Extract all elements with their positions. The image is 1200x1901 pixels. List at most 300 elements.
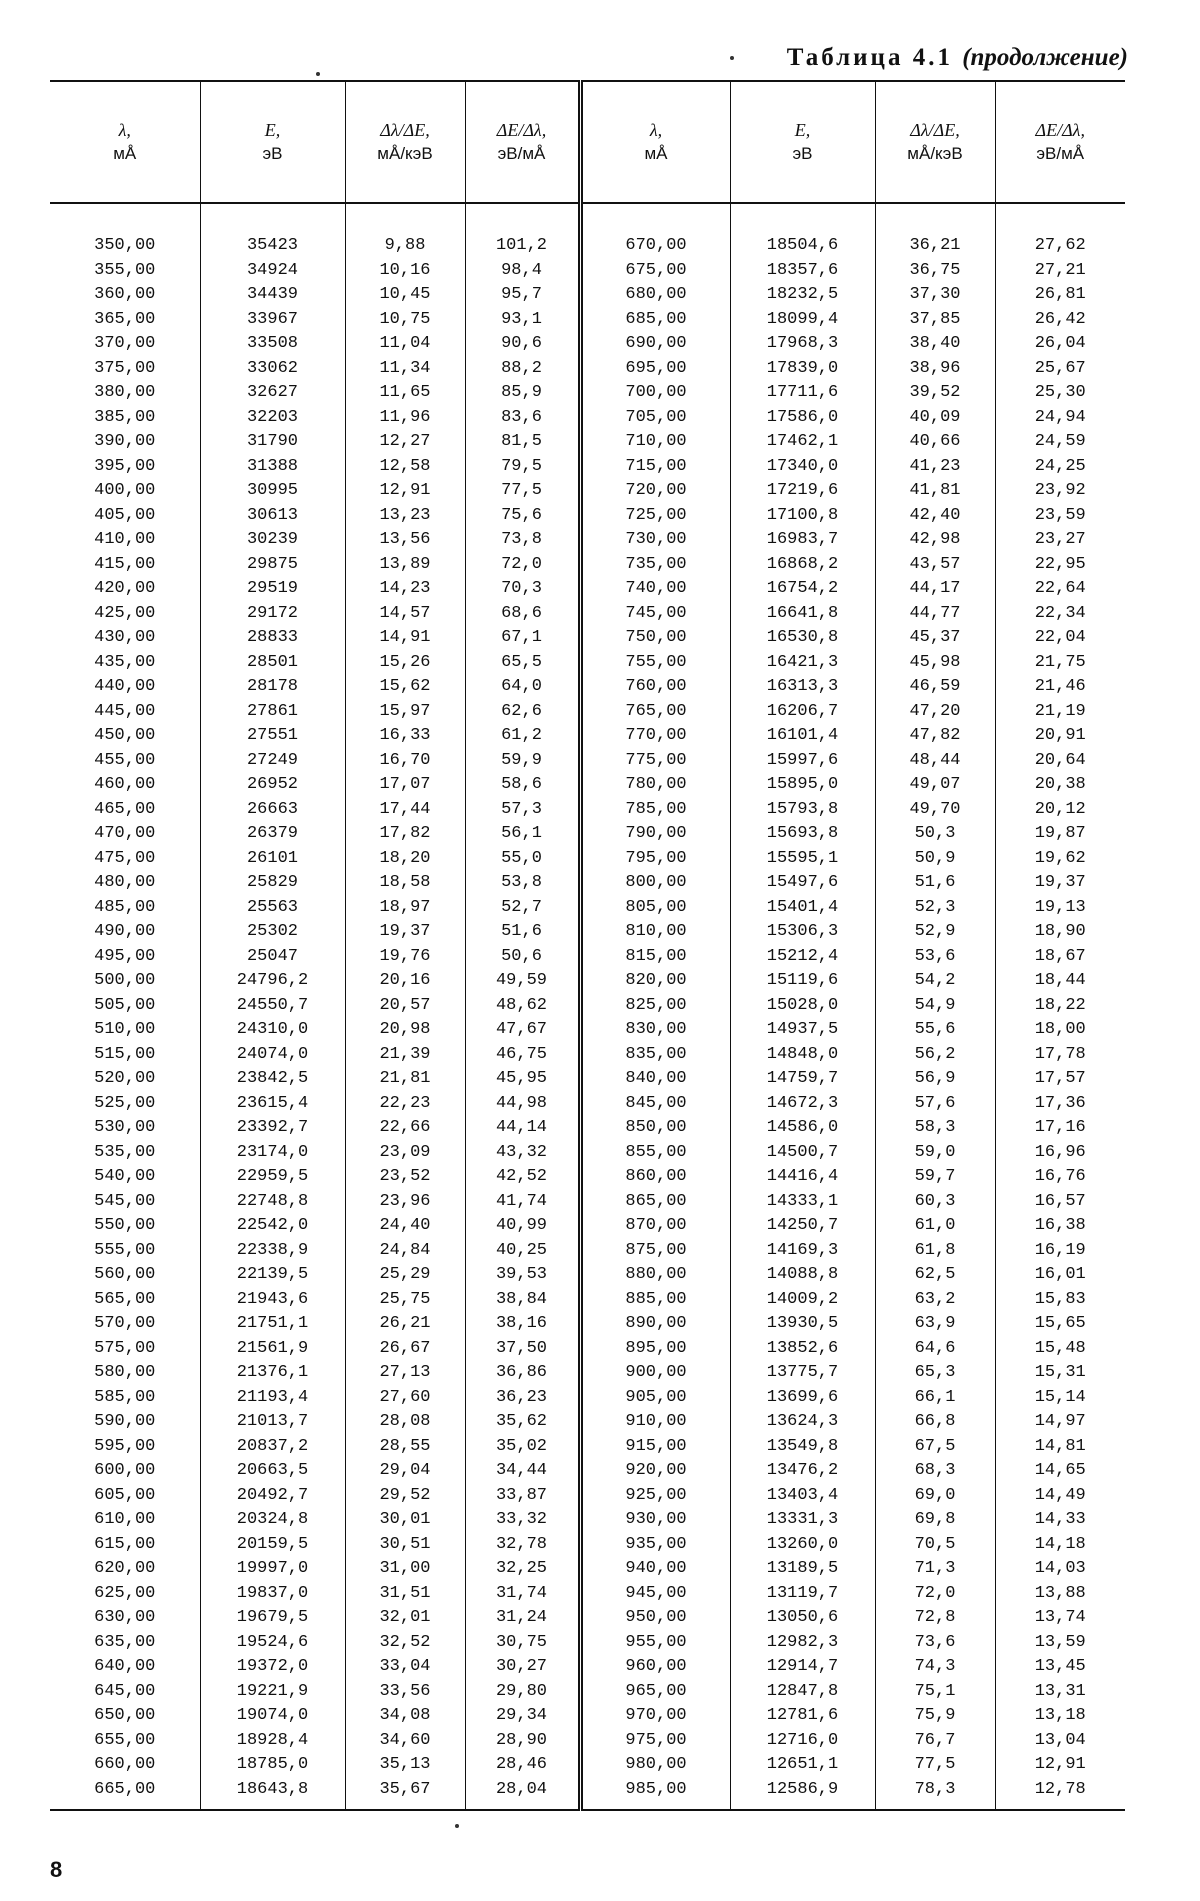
table-cell: 625,00 <box>94 1583 156 1603</box>
table-cell: 37,30 <box>909 285 961 304</box>
table-cell: 21561,9 <box>236 1338 309 1358</box>
table-cell: 620,00 <box>94 1559 156 1578</box>
table-cell: 61,0 <box>914 1216 956 1235</box>
data-column <box>465 203 580 1810</box>
table-cell: 630,00 <box>94 1608 156 1627</box>
table-cell: 595,00 <box>94 1436 156 1456</box>
table-cell: 27,62 <box>1034 236 1086 255</box>
table-cell: 650,00 <box>94 1706 156 1725</box>
speck-mark <box>730 56 734 60</box>
table-cell: 13930,5 <box>766 1314 839 1333</box>
table-cell: 15,65 <box>1034 1314 1086 1333</box>
table-cell: 15793,8 <box>766 799 839 819</box>
table-cell: 15497,6 <box>766 873 839 892</box>
table-cell: 17586,0 <box>766 407 839 427</box>
table-cell: 930,00 <box>625 1510 687 1529</box>
table-cell: 61,2 <box>501 726 542 745</box>
table-cell: 18643,8 <box>236 1779 309 1799</box>
table-cell: 855,00 <box>625 1142 687 1162</box>
table-cell: 515,00 <box>94 1044 156 1064</box>
table-cell: 35,62 <box>495 1412 547 1431</box>
data-column <box>345 203 465 1810</box>
table-cell: 36,23 <box>495 1387 547 1407</box>
column-header: λ, мÅ <box>50 81 200 203</box>
table-cell: 16206,7 <box>766 701 839 721</box>
table-cell: 20,98 <box>379 1020 431 1039</box>
table-cell: 30,27 <box>495 1657 547 1676</box>
table-cell: 745,00 <box>625 603 687 623</box>
table-cell: 14250,7 <box>766 1216 839 1235</box>
table-cell: 17219,6 <box>766 481 839 500</box>
table-cell: 16,33 <box>379 726 431 745</box>
table-cell: 21,19 <box>1034 701 1086 721</box>
speck-mark <box>316 72 320 76</box>
table-cell: 465,00 <box>94 799 156 819</box>
table-cell: 12,91 <box>1034 1755 1086 1774</box>
table-cell: 37,50 <box>495 1338 547 1358</box>
table-cell: 19,76 <box>379 946 431 966</box>
table-cell: 17,78 <box>1034 1044 1086 1064</box>
table-cell: 56,2 <box>914 1044 956 1064</box>
table-cell: 25,29 <box>379 1265 431 1284</box>
table-cell: 545,00 <box>94 1191 156 1211</box>
table-cell: 645,00 <box>94 1681 156 1701</box>
table-cell: 22,66 <box>379 1118 431 1137</box>
table-cell: 19837,0 <box>236 1583 309 1603</box>
table-cell: 52,9 <box>914 922 956 941</box>
table-cell: 9,88 <box>384 236 426 255</box>
table-cell: 34,08 <box>379 1706 431 1725</box>
table-cell: 68,3 <box>914 1461 956 1480</box>
table-cell: 355,00 <box>94 260 156 280</box>
table-cell: 25,75 <box>379 1289 431 1309</box>
table-cell: 63,2 <box>914 1289 956 1309</box>
table-cell: 43,57 <box>909 554 961 574</box>
table-cell: 39,52 <box>909 383 961 402</box>
table-cell: 23,27 <box>1034 530 1086 549</box>
table-cell: 17,57 <box>1034 1069 1086 1088</box>
table-cell: 685,00 <box>625 309 687 329</box>
table-cell: 19524,6 <box>236 1632 309 1652</box>
table-cell: 44,14 <box>495 1118 547 1137</box>
table-cell: 11,34 <box>379 358 431 378</box>
table-cell: 955,00 <box>625 1632 687 1652</box>
table-cell: 31790 <box>246 432 298 451</box>
table-cell: 845,00 <box>625 1093 687 1113</box>
table-cell: 475,00 <box>94 848 156 868</box>
table-body-row <box>50 203 1125 1810</box>
table-cell: 23,09 <box>379 1142 431 1162</box>
table-cell: 770,00 <box>625 726 687 745</box>
table-cell: 15895,0 <box>766 775 839 794</box>
table-cell: 22,23 <box>379 1093 431 1113</box>
table-cell: 74,3 <box>914 1657 956 1676</box>
table-cell: 690,00 <box>625 334 687 353</box>
data-column <box>200 203 345 1810</box>
table-cell: 45,37 <box>909 628 961 647</box>
table-cell: 805,00 <box>625 897 687 917</box>
table-cell: 27,21 <box>1034 260 1086 280</box>
table-cell: 15,97 <box>379 701 431 721</box>
table-cell: 65,5 <box>501 652 542 672</box>
table-cell: 53,8 <box>501 873 542 892</box>
table-cell: 27,60 <box>379 1387 431 1407</box>
table-cell: 840,00 <box>625 1069 687 1088</box>
table-cell: 22338,9 <box>236 1240 309 1260</box>
table-caption <box>787 44 1128 72</box>
table-cell: 29,52 <box>379 1485 431 1505</box>
table-cell: 950,00 <box>625 1608 687 1627</box>
table-cell: 14,65 <box>1034 1461 1086 1480</box>
table-cell: 68,6 <box>501 603 542 623</box>
table-cell: 40,99 <box>495 1216 547 1235</box>
table-cell: 75,6 <box>501 505 542 525</box>
table-cell: 17100,8 <box>766 505 839 525</box>
table-continuation: (продолжение) <box>962 44 1128 71</box>
table-cell: 46,75 <box>495 1044 547 1064</box>
table-cell: 55,0 <box>501 848 542 868</box>
table-cell: 15,14 <box>1034 1387 1086 1407</box>
table-cell: 49,70 <box>909 799 961 819</box>
table-cell: 16,38 <box>1034 1216 1086 1235</box>
table-cell: 26,81 <box>1034 285 1086 304</box>
table-cell: 14,91 <box>379 628 431 647</box>
table-cell: 13050,6 <box>766 1608 839 1627</box>
table-cell: 17,36 <box>1034 1093 1086 1113</box>
table-cell: 21,46 <box>1034 677 1086 696</box>
table-cell: 28,90 <box>495 1730 547 1750</box>
table-cell: 945,00 <box>625 1583 687 1603</box>
table-cell: 31388 <box>246 456 298 476</box>
table-cell: 33,32 <box>495 1510 547 1529</box>
table-cell: 16,01 <box>1034 1265 1086 1284</box>
table-cell: 25829 <box>246 873 298 892</box>
table-cell: 12914,7 <box>766 1657 839 1676</box>
table-cell: 680,00 <box>625 285 687 304</box>
table-cell: 665,00 <box>94 1779 156 1799</box>
table-cell: 17,44 <box>379 799 431 819</box>
table-cell: 12,58 <box>379 456 431 476</box>
table-cell: 14088,8 <box>766 1265 839 1284</box>
table-cell: 25302 <box>246 922 298 941</box>
table-cell: 72,0 <box>914 1583 956 1603</box>
table-cell: 430,00 <box>94 628 156 647</box>
table-cell: 610,00 <box>94 1510 156 1529</box>
table-cell: 15,31 <box>1034 1363 1086 1382</box>
table-cell: 19074,0 <box>236 1706 309 1725</box>
table-cell: 71,3 <box>914 1559 956 1578</box>
data-column <box>875 203 995 1810</box>
table-cell: 35,67 <box>379 1779 431 1799</box>
table-cell: 56,9 <box>914 1069 956 1088</box>
table-cell: 85,9 <box>501 383 542 402</box>
page-number: 8 <box>50 1857 63 1882</box>
table-cell: 920,00 <box>625 1461 687 1480</box>
table-cell: 435,00 <box>94 652 156 672</box>
table-cell: 39,53 <box>495 1265 547 1284</box>
table-cell: 28,46 <box>495 1755 547 1774</box>
table-cell: 14,33 <box>1034 1510 1086 1529</box>
table-cell: 22,64 <box>1034 579 1086 598</box>
table-cell: 34,60 <box>379 1730 431 1750</box>
table-cell: 48,62 <box>495 995 547 1015</box>
table-cell: 960,00 <box>625 1657 687 1676</box>
table-cell: 20,57 <box>379 995 431 1015</box>
table-cell: 18232,5 <box>766 285 839 304</box>
table-cell: 24550,7 <box>236 995 309 1015</box>
table-cell: 28,04 <box>495 1779 547 1799</box>
table-cell: 570,00 <box>94 1314 156 1333</box>
table-cell: 14,57 <box>379 603 431 623</box>
table-cell: 40,09 <box>909 407 961 427</box>
table-cell: 18,00 <box>1034 1020 1086 1039</box>
table-cell: 750,00 <box>625 628 687 647</box>
column-header: ΔE/Δλ, эВ/мÅ <box>465 81 580 203</box>
table-cell: 12847,8 <box>766 1681 839 1701</box>
table-cell: 405,00 <box>94 505 156 525</box>
table-cell: 24796,2 <box>236 971 309 990</box>
table-cell: 13775,7 <box>766 1363 839 1382</box>
table-cell: 365,00 <box>94 309 156 329</box>
table-cell: 530,00 <box>94 1118 156 1137</box>
table-cell: 13852,6 <box>766 1338 839 1358</box>
table-cell: 615,00 <box>94 1534 156 1554</box>
table-cell: 53,6 <box>914 946 956 966</box>
table-cell: 35,02 <box>495 1436 547 1456</box>
table-cell: 42,52 <box>495 1167 547 1186</box>
table-cell: 49,59 <box>495 971 547 990</box>
table-cell: 13260,0 <box>766 1534 839 1554</box>
table-cell: 44,17 <box>909 579 961 598</box>
column-header: Δλ/ΔE, мÅ/кэВ <box>875 81 995 203</box>
table-cell: 32,25 <box>495 1559 547 1578</box>
table-cell: 32,78 <box>495 1534 547 1554</box>
table-cell: 800,00 <box>625 873 687 892</box>
table-cell: 13,18 <box>1034 1706 1086 1725</box>
table-cell: 41,81 <box>909 481 961 500</box>
table-cell: 975,00 <box>625 1730 687 1750</box>
table-cell: 24,84 <box>379 1240 431 1260</box>
table-cell: 20492,7 <box>236 1485 309 1505</box>
table-cell: 29,34 <box>495 1706 547 1725</box>
table-cell: 16101,4 <box>766 726 839 745</box>
table-cell: 27861 <box>246 701 298 721</box>
table-cell: 830,00 <box>625 1020 687 1039</box>
table-cell: 895,00 <box>625 1338 687 1358</box>
table-cell: 18,90 <box>1034 922 1086 941</box>
table-cell: 61,8 <box>914 1240 956 1260</box>
table-cell: 16,76 <box>1034 1167 1086 1186</box>
table-cell: 54,9 <box>914 995 956 1015</box>
table-cell: 21,81 <box>379 1069 431 1088</box>
table-cell: 29,80 <box>495 1681 547 1701</box>
table-cell: 10,45 <box>379 285 431 304</box>
table-cell: 29172 <box>246 603 298 623</box>
table-cell: 13476,2 <box>766 1461 839 1480</box>
table-cell: 38,96 <box>909 358 961 378</box>
table-cell: 18357,6 <box>766 260 839 280</box>
table-cell: 23842,5 <box>236 1069 309 1088</box>
table-cell: 17,07 <box>379 775 431 794</box>
table-cell: 20,64 <box>1034 750 1086 770</box>
data-column <box>50 203 200 1810</box>
table-cell: 45,98 <box>909 652 961 672</box>
table-cell: 24,94 <box>1034 407 1086 427</box>
data-column <box>995 203 1125 1810</box>
table-cell: 890,00 <box>625 1314 687 1333</box>
table-cell: 15119,6 <box>766 971 839 990</box>
table-cell: 14759,7 <box>766 1069 839 1088</box>
table-cell: 57,3 <box>501 799 542 819</box>
table-cell: 765,00 <box>625 701 687 721</box>
table-cell: 11,96 <box>379 407 431 427</box>
table-cell: 11,04 <box>379 334 431 353</box>
table-cell: 875,00 <box>625 1240 687 1260</box>
table-cell: 79,5 <box>501 456 542 476</box>
table-cell: 420,00 <box>94 579 156 598</box>
table-cell: 985,00 <box>625 1779 687 1799</box>
table-cell: 20,12 <box>1034 799 1086 819</box>
table-cell: 22,04 <box>1034 628 1086 647</box>
table-cell: 69,8 <box>914 1510 956 1529</box>
table-cell: 720,00 <box>625 481 687 500</box>
table-cell: 445,00 <box>94 701 156 721</box>
table-cell: 14333,1 <box>766 1191 839 1211</box>
table-cell: 26,21 <box>379 1314 431 1333</box>
table-cell: 480,00 <box>94 873 156 892</box>
table-cell: 42,98 <box>909 530 961 549</box>
table-cell: 98,4 <box>501 260 542 280</box>
table-cell: 21013,7 <box>236 1412 309 1431</box>
table-cell: 32,52 <box>379 1632 431 1652</box>
table-cell: 54,2 <box>914 971 956 990</box>
table-cell: 60,3 <box>914 1191 956 1211</box>
table-cell: 525,00 <box>94 1093 156 1113</box>
table-cell: 38,84 <box>495 1289 547 1309</box>
table-cell: 12781,6 <box>766 1706 839 1725</box>
table-cell: 24310,0 <box>236 1020 309 1039</box>
table-cell: 22542,0 <box>236 1216 309 1235</box>
table-cell: 400,00 <box>94 481 156 500</box>
table-cell: 19372,0 <box>236 1657 309 1676</box>
table-cell: 13,31 <box>1034 1681 1086 1701</box>
table-cell: 880,00 <box>625 1265 687 1284</box>
table-cell: 62,6 <box>501 701 542 721</box>
table-cell: 25,30 <box>1034 383 1086 402</box>
table-cell: 510,00 <box>94 1020 156 1039</box>
table-cell: 34,44 <box>495 1461 547 1480</box>
table-cell: 26952 <box>246 775 298 794</box>
table-cell: 825,00 <box>625 995 687 1015</box>
table-cell: 635,00 <box>94 1632 156 1652</box>
table-cell: 560,00 <box>94 1265 156 1284</box>
table-cell: 16,19 <box>1034 1240 1086 1260</box>
table-cell: 965,00 <box>625 1681 687 1701</box>
table-cell: 18099,4 <box>766 309 839 329</box>
table-cell: 785,00 <box>625 799 687 819</box>
table-cell: 64,0 <box>501 677 542 696</box>
table-cell: 13,56 <box>379 530 431 549</box>
table-cell: 18785,0 <box>236 1755 309 1774</box>
table-cell: 10,16 <box>379 260 431 280</box>
table-cell: 38,16 <box>495 1314 547 1333</box>
table-cell: 940,00 <box>625 1559 687 1578</box>
table-cell: 385,00 <box>94 407 156 427</box>
table-cell: 670,00 <box>625 236 687 255</box>
table-cell: 14,23 <box>379 579 431 598</box>
table-cell: 19,87 <box>1034 824 1086 843</box>
table-cell: 390,00 <box>94 432 156 451</box>
table-cell: 15401,4 <box>766 897 839 917</box>
table-cell: 14672,3 <box>766 1093 839 1113</box>
table-cell: 77,5 <box>914 1755 956 1774</box>
table-cell: 23174,0 <box>236 1142 309 1162</box>
table-number: Таблица 4.1 <box>786 44 953 71</box>
table-cell: 62,5 <box>914 1265 956 1284</box>
table-cell: 26379 <box>246 824 298 843</box>
table-cell: 23,52 <box>379 1167 431 1186</box>
table-cell: 730,00 <box>625 530 687 549</box>
table-cell: 19679,5 <box>236 1608 309 1627</box>
table-cell: 19,13 <box>1034 897 1086 917</box>
table-cell: 12716,0 <box>766 1730 839 1750</box>
table-cell: 32,01 <box>379 1608 431 1627</box>
table-cell: 15,48 <box>1034 1338 1086 1358</box>
table-cell: 19,37 <box>379 922 431 941</box>
table-cell: 550,00 <box>94 1216 156 1235</box>
table-cell: 810,00 <box>625 922 687 941</box>
table-cell: 10,75 <box>379 309 431 329</box>
table-cell: 725,00 <box>625 505 687 525</box>
table-cell: 380,00 <box>94 383 156 402</box>
table-cell: 455,00 <box>94 750 156 770</box>
table-cell: 970,00 <box>625 1706 687 1725</box>
table-cell: 795,00 <box>625 848 687 868</box>
table-cell: 22,95 <box>1034 554 1086 574</box>
table-cell: 64,6 <box>914 1338 956 1358</box>
table-cell: 13,88 <box>1034 1583 1086 1603</box>
table-cell: 15,26 <box>379 652 431 672</box>
table-cell: 735,00 <box>625 554 687 574</box>
table-cell: 13549,8 <box>766 1436 839 1456</box>
table-cell: 910,00 <box>625 1412 687 1431</box>
table-cell: 47,67 <box>495 1020 547 1039</box>
table-cell: 50,6 <box>501 946 542 966</box>
table-cell: 67,1 <box>501 628 542 647</box>
table-cell: 40,25 <box>495 1240 547 1260</box>
table-cell: 915,00 <box>625 1436 687 1456</box>
table-cell: 860,00 <box>625 1167 687 1186</box>
table-cell: 35423 <box>246 236 298 255</box>
table-cell: 12,27 <box>379 432 431 451</box>
table-cell: 360,00 <box>94 285 156 304</box>
table-cell: 73,8 <box>501 530 542 549</box>
table-cell: 31,00 <box>379 1559 431 1578</box>
table-cell: 450,00 <box>94 726 156 745</box>
table-cell: 21,39 <box>379 1044 431 1064</box>
table-cell: 49,07 <box>909 775 961 794</box>
table-cell: 820,00 <box>625 971 687 990</box>
table-cell: 18,58 <box>379 873 431 892</box>
table-cell: 415,00 <box>94 554 156 574</box>
table-cell: 425,00 <box>94 603 156 623</box>
table-cell: 47,20 <box>909 701 961 721</box>
table-cell: 16,57 <box>1034 1191 1086 1211</box>
table-cell: 14,03 <box>1034 1559 1086 1578</box>
table-cell: 21,75 <box>1034 652 1086 672</box>
speck-mark <box>455 1824 459 1828</box>
table-cell: 905,00 <box>625 1387 687 1407</box>
